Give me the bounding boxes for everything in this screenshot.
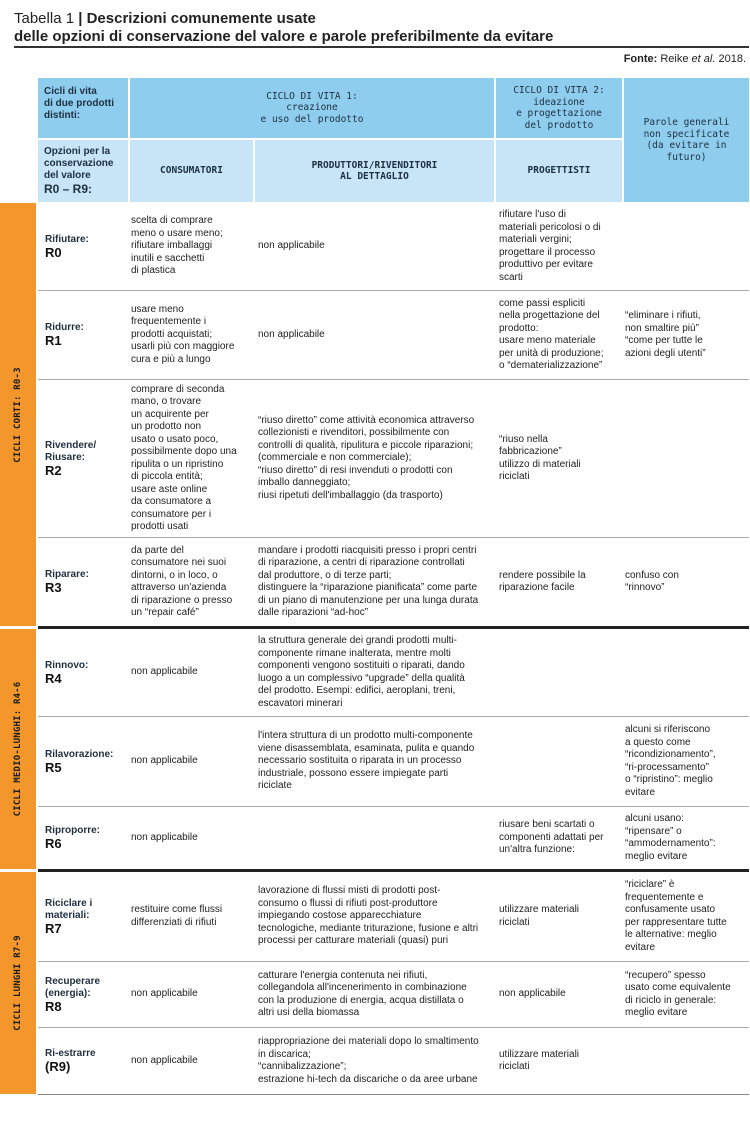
row-cons-cell — [128, 629, 252, 716]
row-prog-text: “riuso nella fabbricazione” utilizzo di materiali riciclati — [499, 433, 581, 482]
row-prod-text: l'intera struttura di un prodotto multi-componente viene disassemblata, esaminata, pulita e quando necessario sostituita o riparata in un processo industriale, possono essere impiegate parti riciclate — [258, 730, 475, 792]
row-label: Ri-estrarre — [45, 1048, 96, 1060]
row-parole-cell — [622, 629, 748, 716]
row-prod-cell — [255, 717, 493, 806]
row-parole-text: alcuni si riferiscono a questo come “ricondizionamento”, “ri-processamento” o “ripristino”: meglio evitare — [625, 724, 716, 798]
row-parole-cell — [622, 380, 748, 537]
row-code: R4 — [45, 670, 62, 686]
header-ciclo2 — [496, 78, 622, 138]
row-parole-cell — [622, 872, 748, 961]
row-label: Rilavorazione: — [45, 748, 114, 760]
row-prod-cell — [255, 872, 493, 961]
header-produttori-text: PRODUTTORI/RIVENDITORI AL DETTAGLIO — [311, 159, 438, 182]
header-consumatori-text: CONSUMATORI — [160, 165, 223, 177]
row-prod-cell — [255, 807, 493, 869]
row-parole-text: “eliminare i rifiuti, non smaltire più” “come per tutte le azioni degli utenti” — [625, 310, 706, 359]
row-cons-text: non applicabile — [131, 831, 198, 843]
source-year: 2018. — [718, 53, 746, 65]
header-consumatori — [130, 140, 253, 202]
row-code: R0 — [45, 244, 62, 260]
row-parole-cell — [622, 291, 748, 379]
row-cons-text: non applicabile — [131, 666, 198, 678]
row-prog-text: utilizzare materiali riciclati — [499, 1048, 580, 1072]
row-cons-cell — [128, 872, 252, 961]
title-bold: Descrizioni comunemente usate — [86, 10, 316, 27]
row-label-group — [45, 1048, 96, 1074]
row-label-cell — [42, 380, 126, 537]
row-label: Ridurre: — [45, 322, 84, 334]
row-cons-text: scelta di comprare meno o usare meno; rifiutare imballaggi inutili e sacchetti di plastica — [131, 215, 223, 277]
row-cons-cell — [128, 807, 252, 869]
row-prod-cell — [255, 962, 493, 1027]
source-italic: et al. — [691, 53, 716, 65]
source-note — [624, 53, 746, 65]
row-cons-cell — [128, 538, 252, 626]
row-parole-cell — [622, 962, 748, 1027]
row-cons-text: non applicabile — [131, 755, 198, 767]
row-prog-cell — [496, 203, 620, 290]
source-label: Fonte: — [623, 53, 658, 65]
row-label-group — [45, 440, 96, 478]
row-parole-cell — [622, 807, 748, 869]
header-options-text: Opzioni per la conservazione del valore — [44, 146, 114, 181]
row-parole-cell — [622, 203, 748, 290]
row-code: R7 — [45, 920, 62, 936]
row-code: R8 — [45, 998, 62, 1014]
row-cons-text: non applicabile — [131, 988, 198, 1000]
row-label-group — [45, 825, 100, 851]
row-prog-text: non applicabile — [499, 988, 566, 1000]
row-parole-text: confuso con “rinnovo” — [625, 569, 679, 593]
row-cons-cell — [128, 380, 252, 537]
row-label: Rinnovo: — [45, 659, 89, 671]
row-parole-text: “riciclare” è frequentemente e confusamente usato per rappresentare tutte le alternative: meglio evitare — [625, 879, 727, 953]
row-label-cell — [42, 291, 126, 379]
row-parole-cell — [622, 717, 748, 806]
row-label-group — [45, 569, 89, 595]
band-cicli-medio — [0, 629, 36, 869]
table-title — [14, 10, 744, 46]
row-cons-text: restituire come flussi differenziati di rifiuti — [131, 904, 223, 928]
row-label: Riciclare i materiali: — [45, 897, 93, 921]
row-label-cell — [42, 629, 126, 716]
header-options — [38, 140, 128, 202]
row-cons-cell — [128, 717, 252, 806]
row-label-group — [45, 234, 89, 260]
row-prod-text: lavorazione di flussi misti di prodotti post- consumo o flussi di rifiuti post-produttore impiegando costose apparecchiature tecnologiche, mediante triturazione, fusione e altri processi per catturare materiali (quasi) puri — [258, 885, 479, 947]
title-rule — [14, 46, 749, 48]
row-code: R6 — [45, 836, 62, 852]
row-prog-cell — [496, 629, 620, 716]
row-cons-text: da parte del consumatore nei suoi dintorni, o in loco, o attraverso un'azienda di riparazione o presso un “repair café” — [131, 544, 233, 618]
row-prog-cell — [496, 872, 620, 961]
row-label: Rivendere/ Riusare: — [45, 439, 97, 463]
row-label-group — [45, 976, 100, 1014]
band-cicli-medio-label: CICLI MEDIO-LUNGHI: R4-6 — [13, 681, 23, 817]
header-progettisti — [496, 140, 622, 202]
row-prog-cell — [496, 291, 620, 379]
row-code: R1 — [45, 333, 62, 349]
row-prog-cell — [496, 717, 620, 806]
row-prod-cell — [255, 1028, 493, 1094]
row-prog-text: come passi espliciti nella progettazione del prodotto: usare meno materiale per unità di produzione; o “dematerializzazione” — [499, 297, 604, 371]
row-parole-cell — [622, 538, 748, 626]
row-prog-text: riusare beni scartati o componenti adattati per un'altra funzione: — [499, 819, 604, 856]
row-label-cell — [42, 717, 126, 806]
header-ciclo1 — [130, 78, 494, 138]
title-separator: | — [78, 10, 83, 27]
row-code: R2 — [45, 462, 62, 478]
row-cons-text: non applicabile — [131, 1054, 198, 1066]
row-label: Riparare: — [45, 569, 89, 581]
row-code: R3 — [45, 580, 62, 596]
band-cicli-lunghi-label: CICLI LUNGHI R7-9 — [13, 935, 23, 1031]
source-author: Reike — [660, 53, 689, 65]
band-cicli-corti-label: CICLI CORTI: R0-3 — [13, 366, 23, 463]
row-prog-cell — [496, 807, 620, 869]
row-label: Riproporre: — [45, 825, 100, 837]
row-prog-cell — [496, 962, 620, 1027]
header-ciclo1-text: CICLO DI VITA 1: creazione e uso del prodotto — [260, 90, 364, 125]
row-label-group — [45, 660, 88, 686]
row-cons-cell — [128, 203, 252, 290]
band-cicli-lunghi — [0, 872, 36, 1094]
header-produttori — [255, 140, 494, 202]
header-progettisti-text: PROGETTISTI — [527, 165, 591, 177]
row-label-group — [45, 898, 92, 936]
row-label-cell — [42, 807, 126, 869]
row-parole-text: “recupero” spesso usato come equivalente di riciclo in generale: meglio evitare — [625, 969, 731, 1018]
header-parole-text: Parole generali non specificate (da evitare in futuro) — [643, 117, 730, 163]
row-prod-cell — [255, 538, 493, 626]
row-prog-cell — [496, 1028, 620, 1094]
table-bottom-line — [38, 1094, 749, 1095]
row-label: Recuperare (energia): — [45, 975, 101, 999]
header-lifecycles — [38, 78, 128, 138]
row-prod-cell — [255, 629, 493, 716]
row-label-cell — [42, 962, 126, 1027]
row-label-cell — [42, 1028, 126, 1094]
row-parole-cell — [622, 1028, 748, 1094]
row-parole-text: alcuni usano: “ripensare” o “ammodernamento”: meglio evitare — [625, 813, 716, 862]
row-prod-text: non applicabile — [258, 240, 325, 252]
row-label-cell — [42, 203, 126, 290]
row-prog-text: rifiutare l'uso di materiali pericolosi o di materiali vergini; progettare il processo produttivo per evitare scarti — [499, 209, 601, 283]
row-cons-cell — [128, 1028, 252, 1094]
row-prog-text: rendere possibile la riparazione facile — [499, 569, 586, 593]
row-prod-text: riappropriazione dei materiali dopo lo smaltimento in discarica; “cannibalizzazione”; estrazione hi-tech da discariche o da aree urbane — [258, 1036, 479, 1085]
row-label-cell — [42, 538, 126, 626]
row-cons-text: usare meno frequentemente i prodotti acquistati; usarli più con maggiore cura e più a lungo — [131, 303, 235, 365]
row-prog-text: utilizzare materiali riciclati — [499, 904, 580, 928]
row-prog-cell — [496, 538, 620, 626]
row-label: Rifiutare: — [45, 233, 89, 245]
row-cons-cell — [128, 291, 252, 379]
header-ciclo2-text: CICLO DI VITA 2: ideazione e progettazione del prodotto — [513, 85, 605, 131]
header-options-range: R0 – R9: — [44, 182, 93, 196]
row-cons-cell — [128, 962, 252, 1027]
title-prefix: Tabella 1 — [14, 10, 75, 27]
row-prod-text: la struttura generale dei grandi prodotti multi- componente rimane inalterata, mentre molti componenti vengono sostituiti o riparati, dando luogo a un complessivo “upgrade” della qualità del prodotto. Esempi: edifici, aeroplani, treni, escavatori minerari — [258, 635, 465, 709]
row-prod-cell — [255, 203, 493, 290]
row-prod-text: catturare l'energia contenuta nei rifiuti, collegandola all'incenerimento in combinazione con la produzione di energia, acqua distillata o altri usi della biomassa — [258, 969, 467, 1018]
row-prog-cell — [496, 380, 620, 537]
header-parole — [624, 78, 749, 202]
row-code: R5 — [45, 759, 62, 775]
row-label-group — [45, 749, 113, 775]
row-code: (R9) — [45, 1059, 71, 1075]
row-prod-cell — [255, 380, 493, 537]
row-prod-text: “riuso diretto” come attività economica attraverso collezionisti e rivenditori, possibilmente con controlli di qualità, ripulitura e piccole riparazioni; (commerciale e non commerciale); “riuso diretto” di resi invenduti o prodotti con imballo danneggiato; riusi ripetuti dell'imballaggio (da trasporto) — [258, 414, 475, 501]
header-lifecycles-text: Cicli di vita di due prodotti distinti: — [44, 86, 114, 121]
title-line2: delle opzioni di conservazione del valore e parole preferibilmente da evitare — [14, 28, 554, 45]
band-cicli-corti — [0, 203, 36, 626]
row-prod-text: mandare i prodotti riacquisiti presso i propri centri di riparazione, a centri di riparazione controllati dal produttore, o di terze parti; distinguere la “riparazione pianificata” come parte di un piano di manutenzione per una lunga durata dalle riparazioni “ad-hoc” — [258, 544, 479, 618]
row-label-group — [45, 322, 84, 348]
row-prod-cell — [255, 291, 493, 379]
row-cons-text: comprare di seconda mano, o trovare un acquirente per un prodotto non usato o usato poco, possibilmente dopo una ripulita o un ripristino di piccola entità; usare aste online da consumatore a consumatore per i prodotti usati — [131, 383, 237, 532]
row-label-cell — [42, 872, 126, 961]
row-prod-text: non applicabile — [258, 328, 325, 340]
